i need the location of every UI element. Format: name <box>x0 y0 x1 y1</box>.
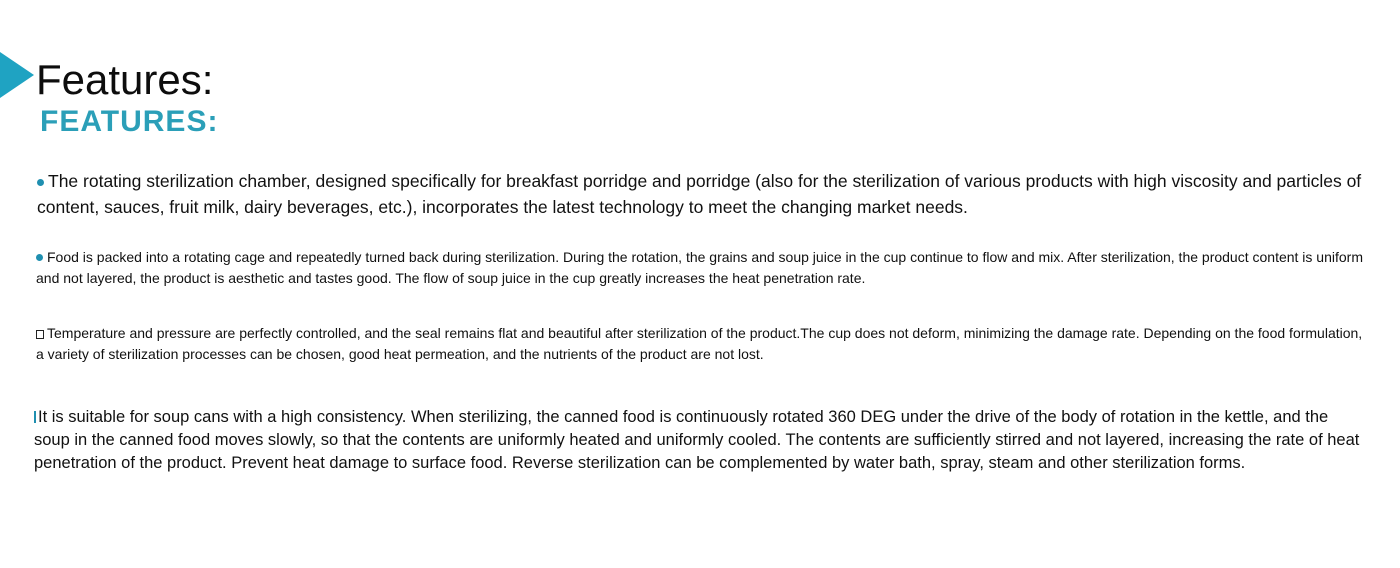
feature-text-2: Food is packed into a rotating cage and repeatedly turned back during sterilization. During the rotation, the grains and soup juice in the cup continue to flow and mix. After sterilization, the product content is uniform and not layered, the product is aesthetic and tastes good. The flow of soup juice in the cup greatly increases the heat penetration rate. <box>36 249 1363 286</box>
page-title: Features: <box>36 56 214 103</box>
feature-paragraph-4 <box>34 406 1364 475</box>
page-subtitle: FEATURES: <box>40 105 219 138</box>
bullet-dot-icon <box>36 254 43 261</box>
feature-text-3: Temperature and pressure are perfectly controlled, and the seal remains flat and beautiful after sterilization of the product.The cup does not deform, minimizing the damage rate. Depending on the food formulation, a variety of sterilization processes can be chosen, good heat permeation, and the nutrients of the product are not lost. <box>36 325 1363 362</box>
bullet-tick-icon <box>34 411 36 423</box>
feature-paragraph-3 <box>36 323 1366 365</box>
feature-paragraph-1 <box>37 168 1367 220</box>
bullet-dot-icon <box>37 179 44 186</box>
arrow-marker-icon <box>0 52 34 98</box>
feature-text-1: The rotating sterilization chamber, designed specifically for breakfast porridge and porridge (also for the sterilization of various products with high viscosity and particles of content, sauces, fruit milk, dairy beverages, etc.), incorporates the latest technology to meet the changing market needs. <box>37 171 1362 217</box>
feature-text-4: It is suitable for soup cans with a high consistency. When sterilizing, the canned food is continuously rotated 360 DEG under the drive of the body of rotation in the kettle, and the soup in the canned food moves slowly, so that the contents are uniformly heated and uniformly cooled. The contents are sufficiently stirred and not layered, increasing the rate of heat penetration of the product. Prevent heat damage to surface food. Reverse sterilization can be complemented by water bath, spray, steam and other sterilization forms. <box>34 408 1360 472</box>
bullet-box-icon <box>36 330 44 339</box>
feature-paragraph-2 <box>36 247 1366 289</box>
